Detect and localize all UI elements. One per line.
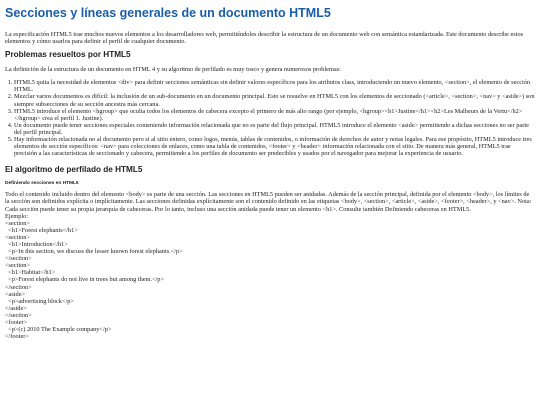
algorithm-text: Todo el contenido incluido dentro del elemento <body> es parte de una sección. Las secciones en HTML5 pueden ser anidadas. Además de la sección principal, definida por el elemento <body>, los límites de la sección son definidos explícita o implícitamente. Las secciones definidas explícitamente son el contenido definido en las etiquetas <body>, <section>, <article>, <aside>, <footer>, <header>, y <nav>. Nota: Cada sección puede tener su propia jerarquía de cabeceras. Por lo tanto, incluso una sección anidada puede tener un elemento <h1>. Consulte también Definiendo cabeceras en HTML5. bbox=[5, 191, 532, 213]
page-title: Secciones y líneas generales de un documento HTML5 bbox=[5, 6, 331, 20]
problems-list bbox=[5, 79, 535, 157]
algorithm-heading: El algoritmo de perfilado de HTML5 bbox=[5, 165, 143, 175]
example-label: Ejemplo: bbox=[5, 212, 29, 220]
problem-item-1: 1. HTML5 quita la necesidad de elementos <div> para definir secciones semánticas sin definir valores específicos para los atributos class, introduciendo un nuevo elemento, <section>, el elemento de sección HTML. bbox=[14, 79, 535, 93]
problem-item-2: 2. Mezclar varios documentos es difícil: la inclusión de un sub-documento en un documento principal. Esto se resuelve en HTML5 con los elementos de seccionado (<article>, <section>, <nav> y <aside>) son siempre subsecciones de su sección ancestra más cercana. bbox=[14, 93, 535, 107]
code-line: <footer> bbox=[5, 319, 28, 326]
problems-intro: La definición de la estructura de un documento en HTML 4 y su algoritmo de perfilado es muy tosco y genera numerosos problemas: bbox=[5, 66, 341, 74]
problem-item-5: 5. Hay información relacionada no al documento pero si al sitio entero, como logos, menús, tablas de contenidos, o información de derechos de autor y notas legales. Para ese propósito, HTML5 introduce tres elementos de sección específicos: <nav> para colecciones de enlaces, como una tabla de contenidos, <footer> y <header> información relacionada con el sitio. De manera más general, HTML5 trae precisión a las características de seccionado y cabecera, permitiendo a los perfiles de documento ser predecibles y usados por el navegador para mejorar la experiencia de usuario. bbox=[14, 136, 535, 157]
problem-item-3: 3. HTML5 introduce el elemento <hgroup> que oculta todos los elementos de cabecera excepto el primero de más alto rango (por ejemplo, <hgroup><h1>Justine</h1><h2>Les Malheurs de la Vertu</h2></hgroup> crea el perfil 1. Justine). bbox=[14, 108, 535, 122]
code-line: <section> bbox=[5, 219, 30, 227]
code-line: <aside> bbox=[5, 290, 26, 298]
code-line: <h1>Habitat</h1> bbox=[5, 269, 56, 277]
intro-paragraph: La especificación HTML5 trae muchos nuevos elementos a los desarrolladores web, permitiéndoles describir la estructura de un documento web con semántica estandarizada. Este documento describe estos elementos y cómo usarlos para definir el perfil de cualquier documento. bbox=[5, 31, 524, 46]
code-line: </footer> bbox=[5, 333, 29, 341]
code-line: </section> bbox=[5, 283, 32, 291]
code-line: <p>(c) 2010 The Example company</p> bbox=[5, 326, 112, 334]
code-line: <p>In this section, we discuss the lesser known forest elephants.</p> bbox=[5, 248, 183, 256]
code-example bbox=[5, 220, 535, 341]
algorithm-subheading: Definiendo secciones en HTML5 bbox=[5, 181, 79, 187]
code-line: </section> bbox=[5, 311, 32, 319]
problem-item-4: 4. Un documento puede tener secciones especiales conteniendo información relacionada que no es parte del flujo principal. HTML5 introduce el elemento <aside> permitiendo a dichas secciones no ser parte del perfil principal. bbox=[14, 122, 535, 136]
problems-heading: Problemas resueltos por HTML5 bbox=[5, 50, 131, 60]
code-line: <p>advertising block</p> bbox=[5, 297, 74, 305]
code-line: </aside> bbox=[5, 304, 27, 312]
code-line: </section> bbox=[5, 255, 32, 263]
code-line: <section> bbox=[5, 262, 30, 270]
code-line: <section> bbox=[5, 233, 30, 241]
code-line: <h1>Introduction</h1> bbox=[5, 240, 68, 248]
code-line: <p>Forest elephants do not live in trees but among them.</p> bbox=[5, 276, 165, 284]
code-line: <h1>Forest elephants</h1> bbox=[5, 226, 78, 234]
